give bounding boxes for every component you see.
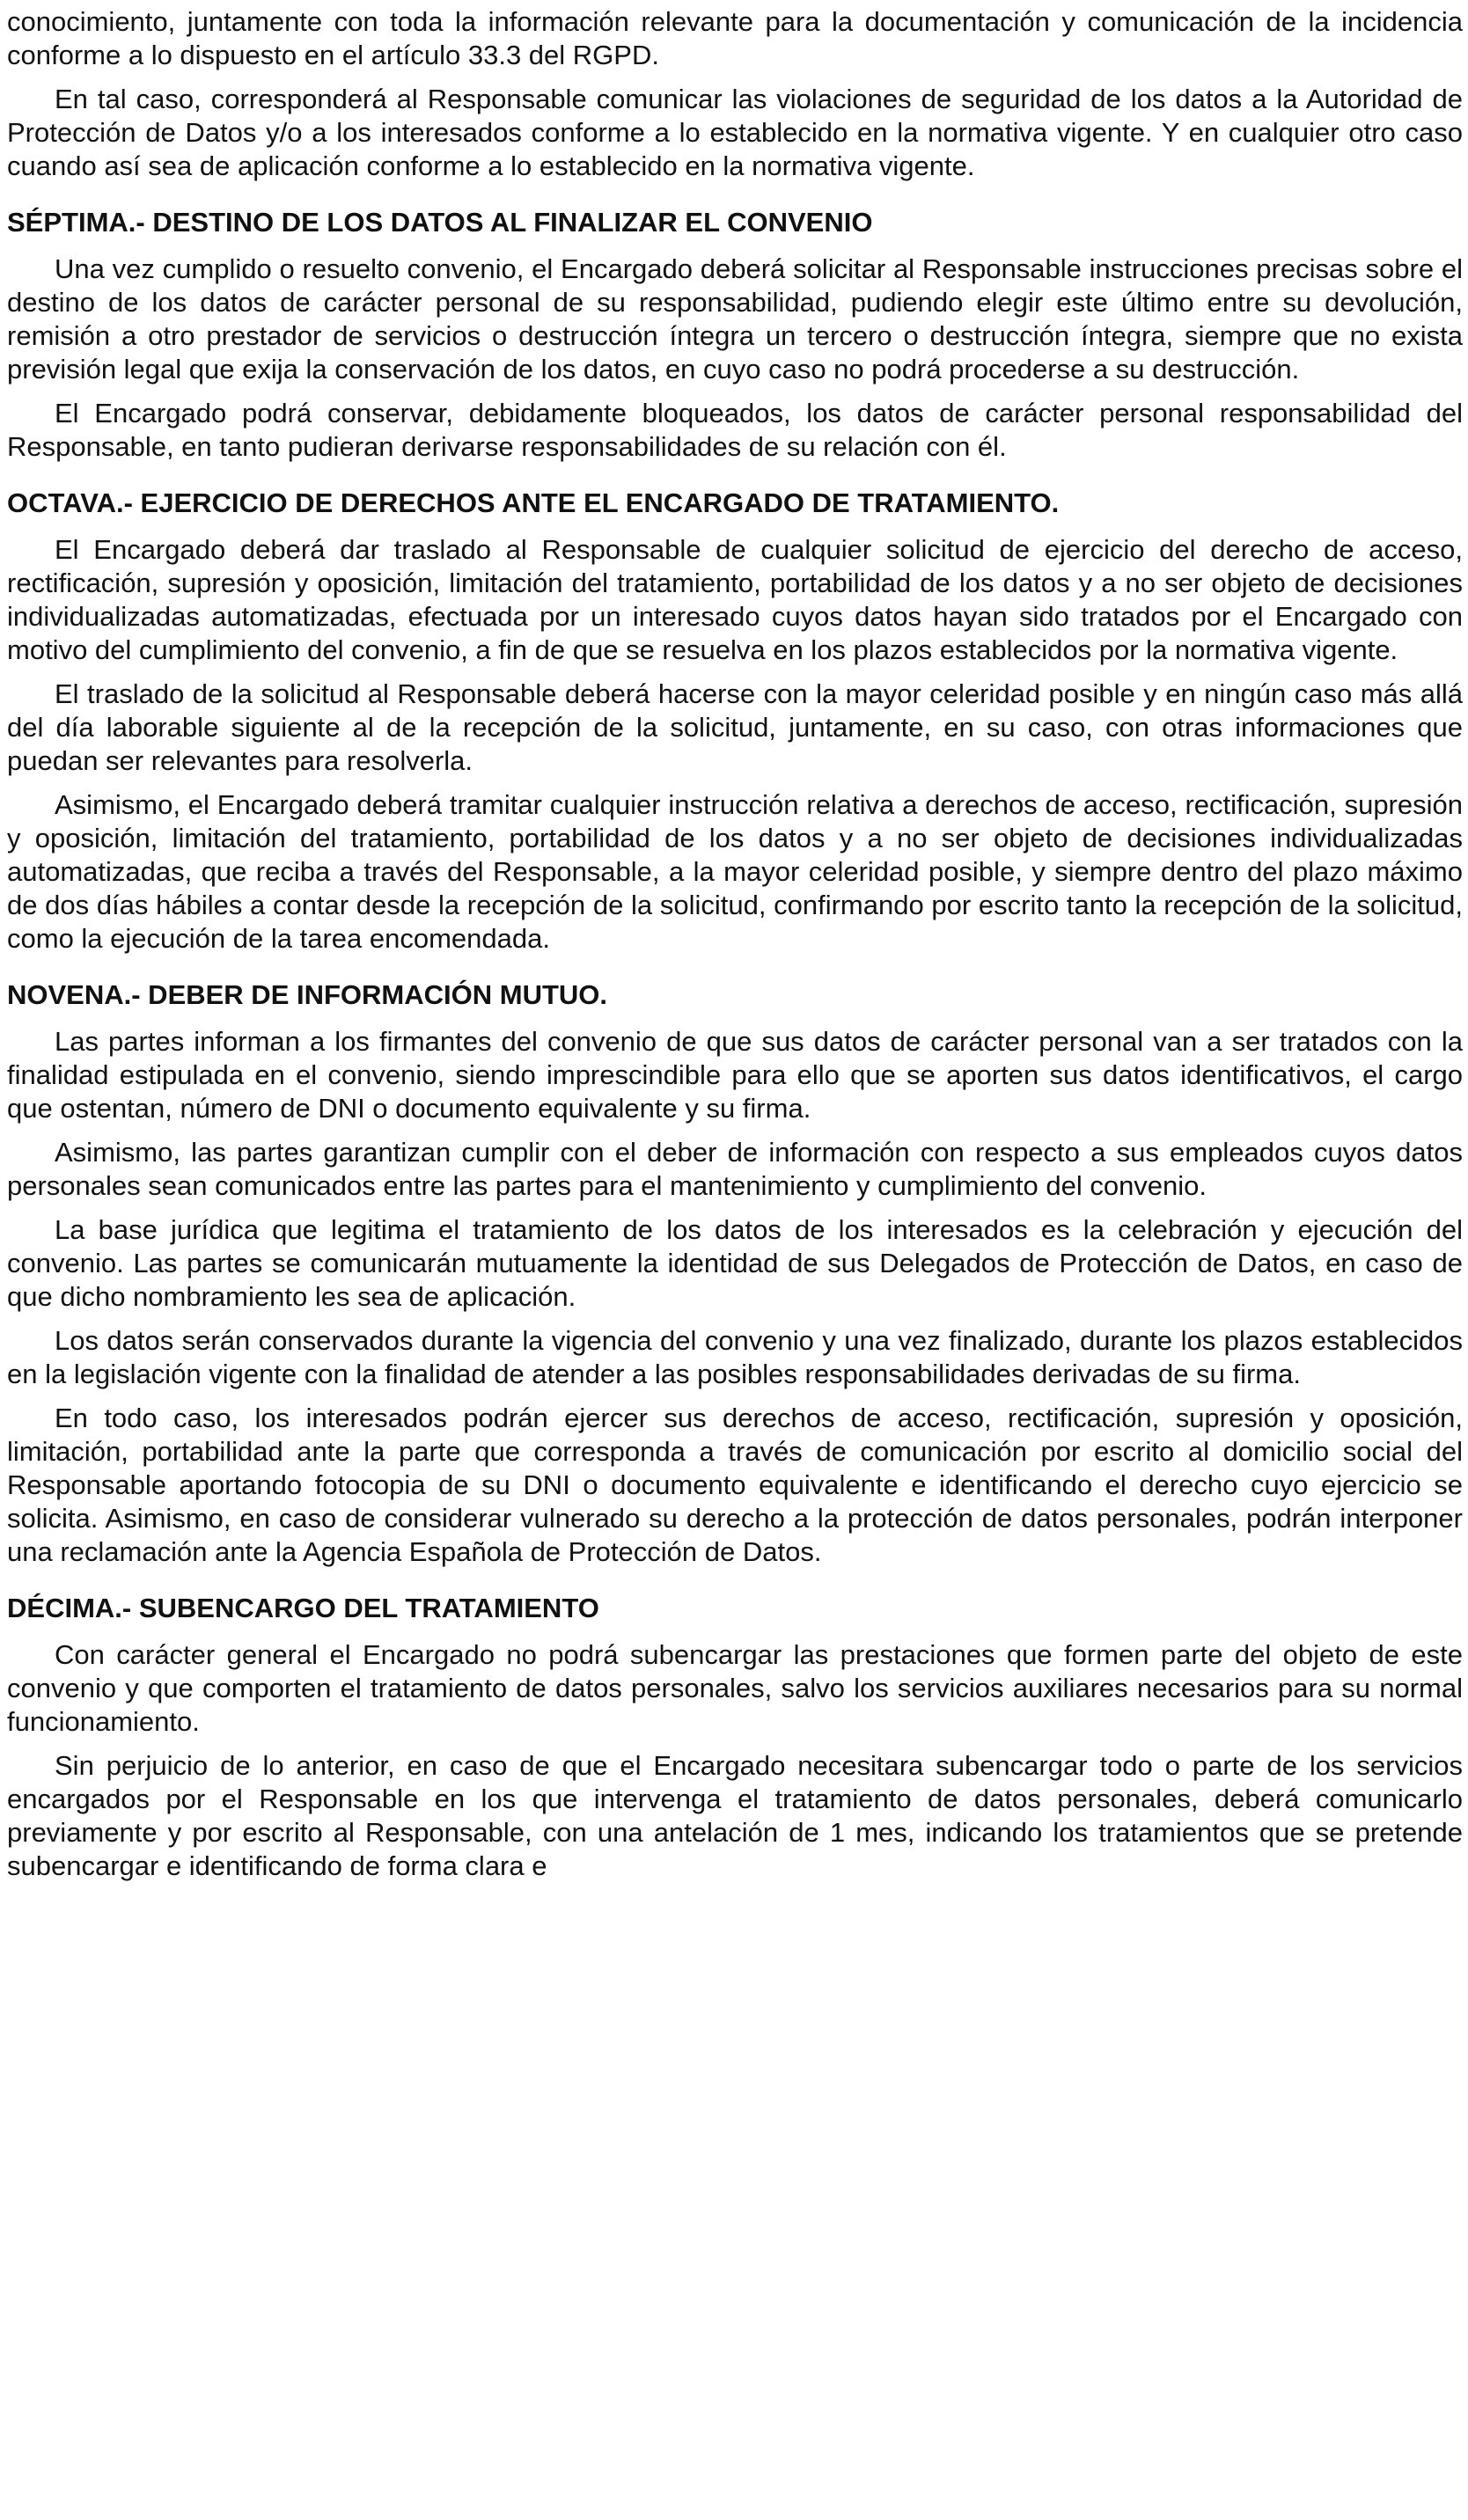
section-octava bbox=[7, 487, 1463, 956]
intro-paragraph-1: conocimiento, juntamente con toda la información relevante para la documentación y comunicación de la incidencia conforme a lo dispuesto en el artículo 33.3 del RGPD. bbox=[7, 6, 1463, 70]
section-novena bbox=[7, 978, 1463, 1569]
section-paragraph: Una vez cumplido o resuelto convenio, el Encargado deberá solicitar al Responsable instrucciones precisas sobre el destino de los datos de carácter personal de su responsabilidad, pudiendo elegir este último entre su devolución, remisión a otro prestador de servicios o destrucción íntegra un tercero o destrucción íntegra, siempre que no exista previsión legal que exija la conservación de los datos, en cuyo caso no podrá procederse a su destrucción. bbox=[7, 253, 1463, 385]
section-heading: SÉPTIMA.- DESTINO DE LOS DATOS AL FINALIZAR EL CONVENIO bbox=[7, 207, 873, 238]
section-heading: NOVENA.- DEBER DE INFORMACIÓN MUTUO. bbox=[7, 979, 607, 1010]
section-paragraph: El Encargado deberá dar traslado al Responsable de cualquier solicitud de ejercicio del derecho de acceso, rectificación, supresión y oposición, limitación del tratamiento, portabilidad de los datos y a no ser objeto de decisiones individualizadas automatizadas, efectuada por un interesado cuyos datos hayan sido tratados por el Encargado con motivo del cumplimiento del convenio, a fin de que se resuelva en los plazos establecidos por la normativa vigente. bbox=[7, 534, 1463, 665]
intro-paragraph-2: En tal caso, corresponderá al Responsable comunicar las violaciones de seguridad de los datos a la Autoridad de Protección de Datos y/o a los interesados conforme a lo establecido en la normativa vigente. Y en cualquier otro caso cuando así sea de aplicación conforme a lo establecido en la normativa vigente. bbox=[7, 84, 1463, 181]
section-paragraph: Asimismo, el Encargado deberá tramitar cualquier instrucción relativa a derechos de acceso, rectificación, supresión y oposición, limitación del tratamiento, portabilidad de los datos y a no ser objeto de decisiones individualizadas automatizadas, que reciba a través del Responsable, a la mayor celeridad posible, y siempre dentro del plazo máximo de dos días hábiles a contar desde la recepción de la solicitud, confirmando por escrito tanto la recepción de la solicitud, como la ejecución de la tarea encomendada. bbox=[7, 789, 1463, 954]
section-paragraph: Asimismo, las partes garantizan cumplir con el deber de información con respecto a sus empleados cuyos datos personales sean comunicados entre las partes para el mantenimiento y cumplimiento del convenio. bbox=[7, 1137, 1463, 1201]
section-paragraph: Los datos serán conservados durante la vigencia del convenio y una vez finalizado, durante los plazos establecidos en la legislación vigente con la finalidad de atender a las posibles responsabilidades derivadas de su firma. bbox=[7, 1325, 1463, 1389]
section-heading: OCTAVA.- EJERCICIO DE DERECHOS ANTE EL ENCARGADO DE TRATAMIENTO. bbox=[7, 487, 1060, 518]
section-paragraph: El traslado de la solicitud al Responsable deberá hacerse con la mayor celeridad posible y en ningún caso más allá del día laborable siguiente al de la recepción de la solicitud, juntamente, en su caso, con otras informaciones que puedan ser relevantes para resolverla. bbox=[7, 678, 1463, 776]
section-paragraph: Las partes informan a los firmantes del convenio de que sus datos de carácter personal van a ser tratados con la finalidad estipulada en el convenio, siendo imprescindible para ello que se aporten sus datos identificativos, el cargo que ostentan, número de DNI o documento equivalente y su firma. bbox=[7, 1026, 1463, 1124]
section-paragraph: Con carácter general el Encargado no podrá subencargar las prestaciones que formen parte del objeto de este convenio y que comporten el tratamiento de datos personales, salvo los servicios auxiliares necesarios para su normal funcionamiento. bbox=[7, 1639, 1463, 1737]
section-paragraph: Sin perjuicio de lo anterior, en caso de que el Encargado necesitara subencargar todo o parte de los servicios encargados por el Responsable en los que intervenga el tratamiento de datos personales, deberá comunicarlo previamente y por escrito al Responsable, con una antelación de 1 mes, indicando los tratamientos que se pretende subencargar e identificando de forma clara e bbox=[7, 1750, 1463, 1881]
section-paragraph: La base jurídica que legitima el tratamiento de los datos de los interesados es la celebración y ejecución del convenio. Las partes se comunicarán mutuamente la identidad de sus Delegados de Protección de Datos, en caso de que dicho nombramiento les sea de aplicación. bbox=[7, 1214, 1463, 1312]
section-paragraph: En todo caso, los interesados podrán ejercer sus derechos de acceso, rectificación, supresión y oposición, limitación, portabilidad ante la parte que corresponda a través de comunicación por escrito al domicilio social del Responsable aportando fotocopia de su DNI o documento equivalente e identificando el derecho cuyo ejercicio se solicita. Asimismo, en caso de considerar vulnerado su derecho a la protección de datos personales, podrán interponer una reclamación ante la Agencia Española de Protección de Datos. bbox=[7, 1403, 1463, 1567]
section-heading: DÉCIMA.- SUBENCARGO DEL TRATAMIENTO bbox=[7, 1593, 599, 1623]
section-paragraph: El Encargado podrá conservar, debidamente bloqueados, los datos de carácter personal responsabilidad del Responsable, en tanto pudieran derivarse responsabilidades de su relación con él. bbox=[7, 398, 1463, 462]
section-septima bbox=[7, 206, 1463, 464]
section-decima bbox=[7, 1592, 1463, 1883]
